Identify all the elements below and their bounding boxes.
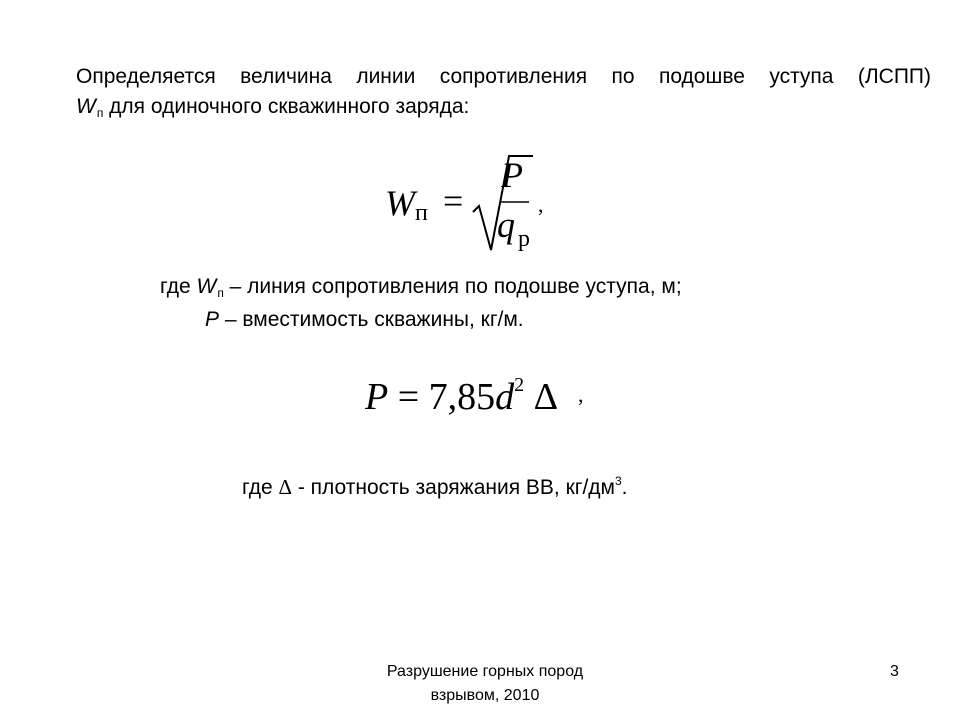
- formula2-delta: Δ: [524, 376, 559, 418]
- formula-lhs: W: [385, 183, 415, 223]
- formula-comma: ,: [538, 192, 544, 217]
- definition-p-text: – вместимость скважины, кг/м.: [219, 308, 524, 331]
- p-symbol: P: [205, 308, 220, 331]
- slide-footer: [335, 660, 635, 708]
- intro-word: подошве: [658, 65, 745, 88]
- formula-capacity-body: [365, 374, 558, 419]
- w-symbol: W: [196, 275, 217, 298]
- formula2-comma: ,: [578, 382, 584, 407]
- formula2-coef: 7,85: [428, 376, 496, 418]
- footer-line-1: Разрушение горных пород: [386, 663, 584, 680]
- where-prefix: где: [160, 275, 197, 298]
- formula2-equals: =: [388, 376, 429, 418]
- intro-word: сопротивления: [439, 65, 588, 88]
- definition-w-text: – линия сопротивления по подошве уступа, м;: [223, 275, 682, 298]
- footer-line-2: взрывом, 2010: [430, 687, 540, 704]
- intro-word: линии: [356, 65, 416, 88]
- formula-lhs-subscript: п: [415, 200, 428, 226]
- formula-equals: =: [443, 181, 464, 221]
- definition-delta-text: - плотность заряжания ВВ, кг/дм: [292, 476, 615, 499]
- where-prefix: где: [242, 476, 279, 499]
- delta-symbol: Δ: [278, 475, 292, 499]
- formula2-lhs: P: [365, 376, 389, 418]
- intro-line-2: [76, 92, 469, 128]
- definition-delta: [242, 466, 628, 503]
- w-subscript: п: [96, 106, 104, 120]
- definition-delta-end: .: [621, 476, 628, 499]
- formula-capacity: [365, 374, 595, 434]
- w-subscript: п: [217, 286, 224, 300]
- intro-word: уступа: [769, 65, 834, 88]
- formula2-exponent: 2: [514, 374, 525, 396]
- formula-denominator-subscript: р: [518, 226, 530, 252]
- formula-numerator: P: [501, 155, 523, 195]
- w-symbol: W: [76, 95, 96, 118]
- formula-denominator: q: [497, 205, 515, 245]
- definition-w: [160, 272, 682, 308]
- formula-lspp: [385, 150, 565, 260]
- intro-word: величина: [240, 65, 332, 88]
- intro-line-2-text: для одиночного скважинного заряда:: [103, 95, 470, 118]
- page-number: 3: [890, 663, 899, 680]
- intro-word: (ЛСПП): [857, 65, 931, 88]
- intro-word: Определяется: [76, 65, 216, 88]
- definition-p: [205, 305, 524, 335]
- formula2-var: d: [495, 376, 515, 418]
- intro-line-1: [76, 62, 931, 92]
- intro-word: по: [611, 65, 635, 88]
- cube-superscript: 3: [614, 474, 622, 488]
